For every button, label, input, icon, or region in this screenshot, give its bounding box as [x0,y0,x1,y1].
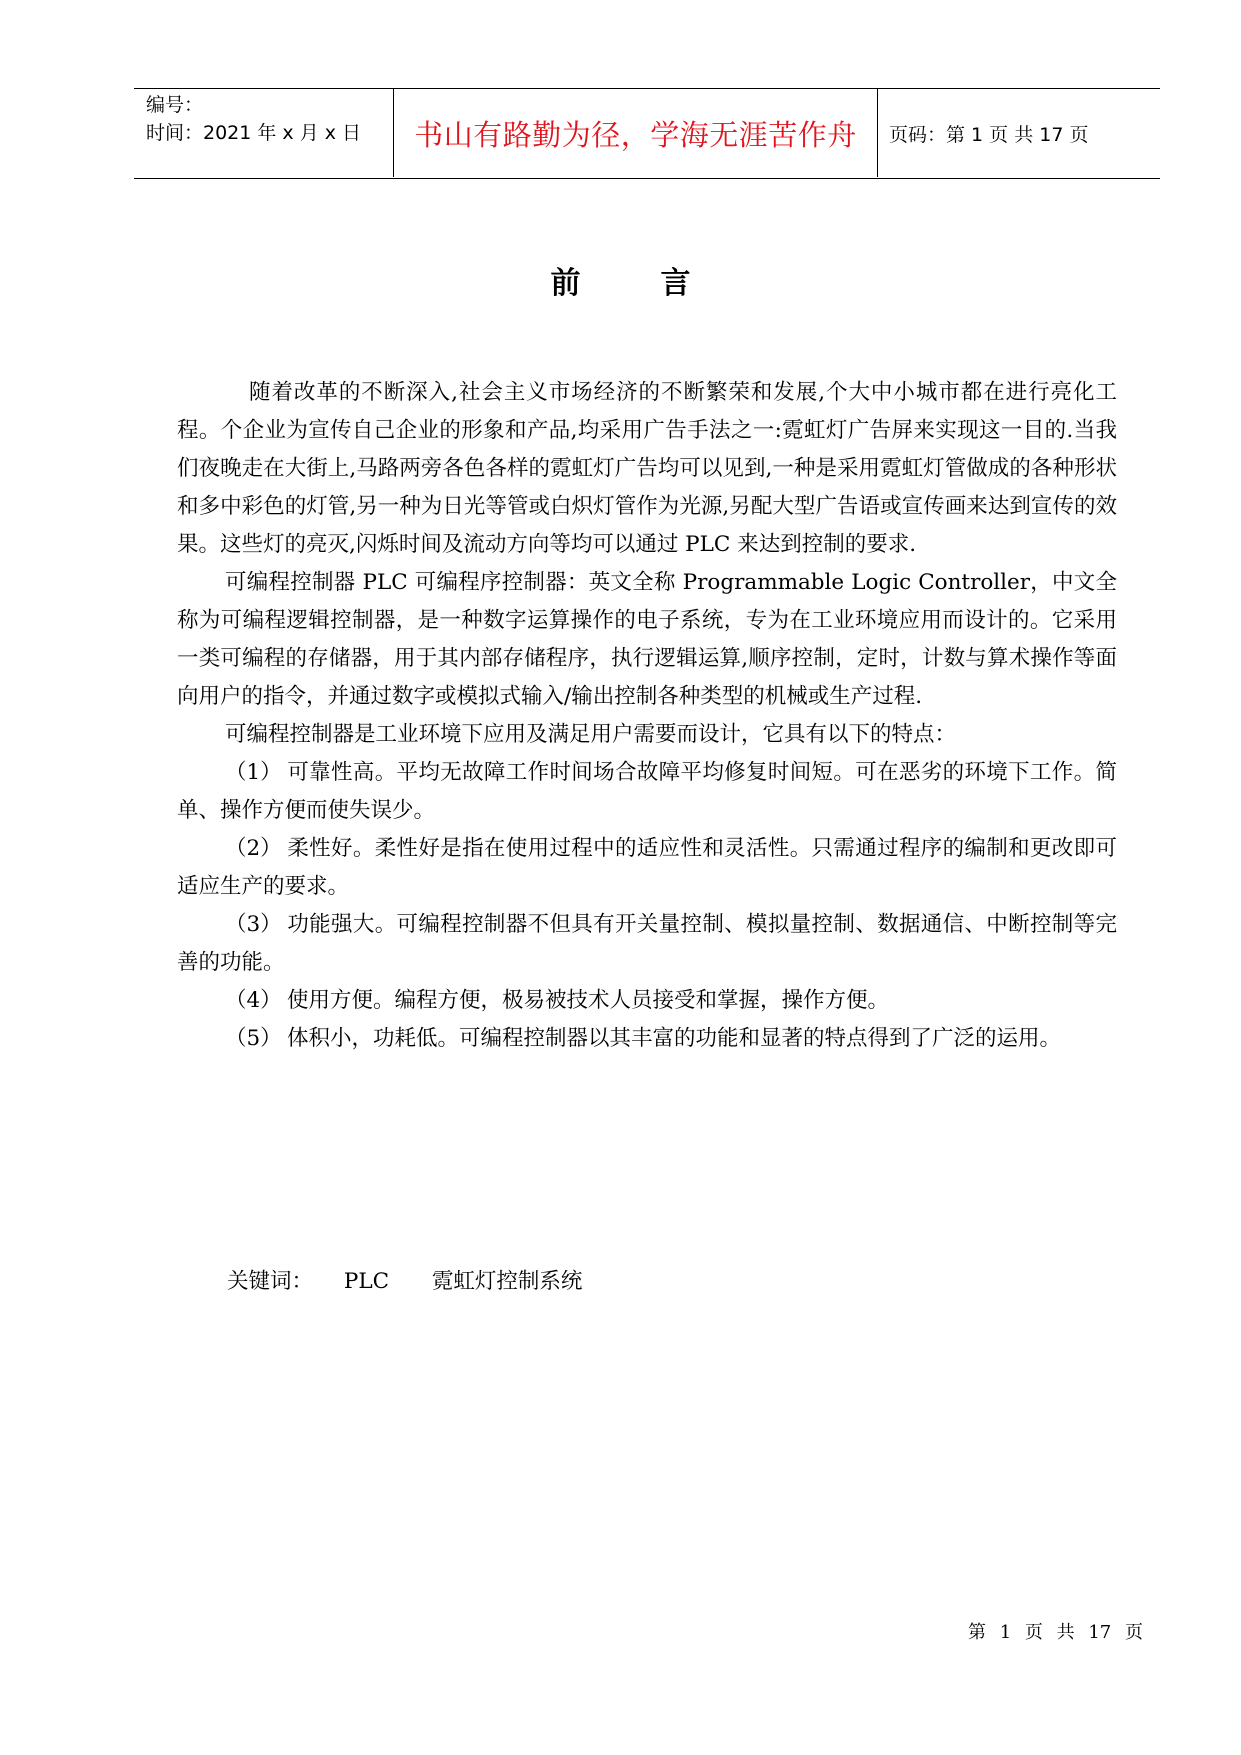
document-number-label: 编号： [146,94,204,116]
page-footer: 第 1 页 共 17 页 [968,1622,1143,1643]
feature-text: 柔性好。柔性好是指在使用过程中的适应性和灵活性。只需通过程序的编制和更改即可适应生产的要求。 [177,836,1117,899]
feature-number: （2） [225,836,282,861]
document-body [177,374,1117,1058]
keywords-line [227,1263,582,1301]
paragraph-features-intro: 可编程控制器是工业环境下应用及满足用户需要而设计，它具有以下的特点： [225,722,957,747]
feature-item [177,754,1117,830]
document-time-label: 时间：2021 年 x 月 x 日 [146,122,362,144]
keyword-item: 霓虹灯控制系统 [431,1269,583,1294]
feature-text: 可靠性高。平均无故障工作时间场合故障平均修复时间短。可在恶劣的环境下工作。简单、操作方便而使失误少。 [177,760,1117,823]
keyword-item: PLC [343,1269,390,1294]
paragraph-intro: 随着改革的不断深入,社会主义市场经济的不断繁荣和发展,个大中小城市都在进行亮化工程。个企业为宣传自己企业的形象和产品,均采用广告手法之一:霓虹灯广告屏来实现这一目的.当我们夜晚走在大街上,马路两旁各色各样的霓虹灯广告均可以见到,一种是采用霓虹灯管做成的各种形状和多中彩色的灯管,另一种为日光等管或白炽灯管作为光源,另配大型广告语或宣传画来达到宣传的效果。这些灯的亮灭,闪烁时间及流动方向等均可以通过 PLC 来达到控制的要求. [177,380,1117,557]
feature-item [177,982,1117,1020]
feature-number: （5） [225,1026,282,1051]
header-meta [146,91,391,147]
page-title: 前言 [550,266,771,301]
page-header [134,88,1160,179]
header-motto: 书山有路勤为径，学海无涯苦作舟 [414,117,857,152]
feature-item [177,906,1117,982]
keywords-label: 关键词： [227,1269,314,1294]
feature-number: （3） [225,912,282,937]
feature-text: 使用方便。编程方便，极易被技术人员接受和掌握，操作方便。 [287,988,890,1013]
header-divider-right [877,89,878,177]
paragraph-plc-definition: 可编程控制器 PLC 可编程序控制器：英文全称 Programmable Logic Controller，中文全称为可编程逻辑控制器，是一种数字运算操作的电子系统，专为在工业环境应用而设计的。它采用一类可编程的存储器，用于其内部存储程序，执行逻辑运算,顺序控制，定时，计数与算术操作等面向用户的指令，并通过数字或模拟式输入/输出控制各种类型的机械或生产过程. [177,570,1117,709]
feature-item [177,830,1117,906]
feature-text: 功能强大。可编程控制器不但具有开关量控制、模拟量控制、数据通信、中断控制等完善的功能。 [177,912,1117,975]
header-page-info: 页码：第 1 页 共 17 页 [889,123,1089,146]
feature-item [177,1020,1117,1058]
feature-number: （1） [225,760,282,785]
feature-number: （4） [225,988,282,1013]
feature-text: 体积小，功耗低。可编程控制器以其丰富的功能和显著的特点得到了广泛的运用。 [287,1026,1062,1051]
